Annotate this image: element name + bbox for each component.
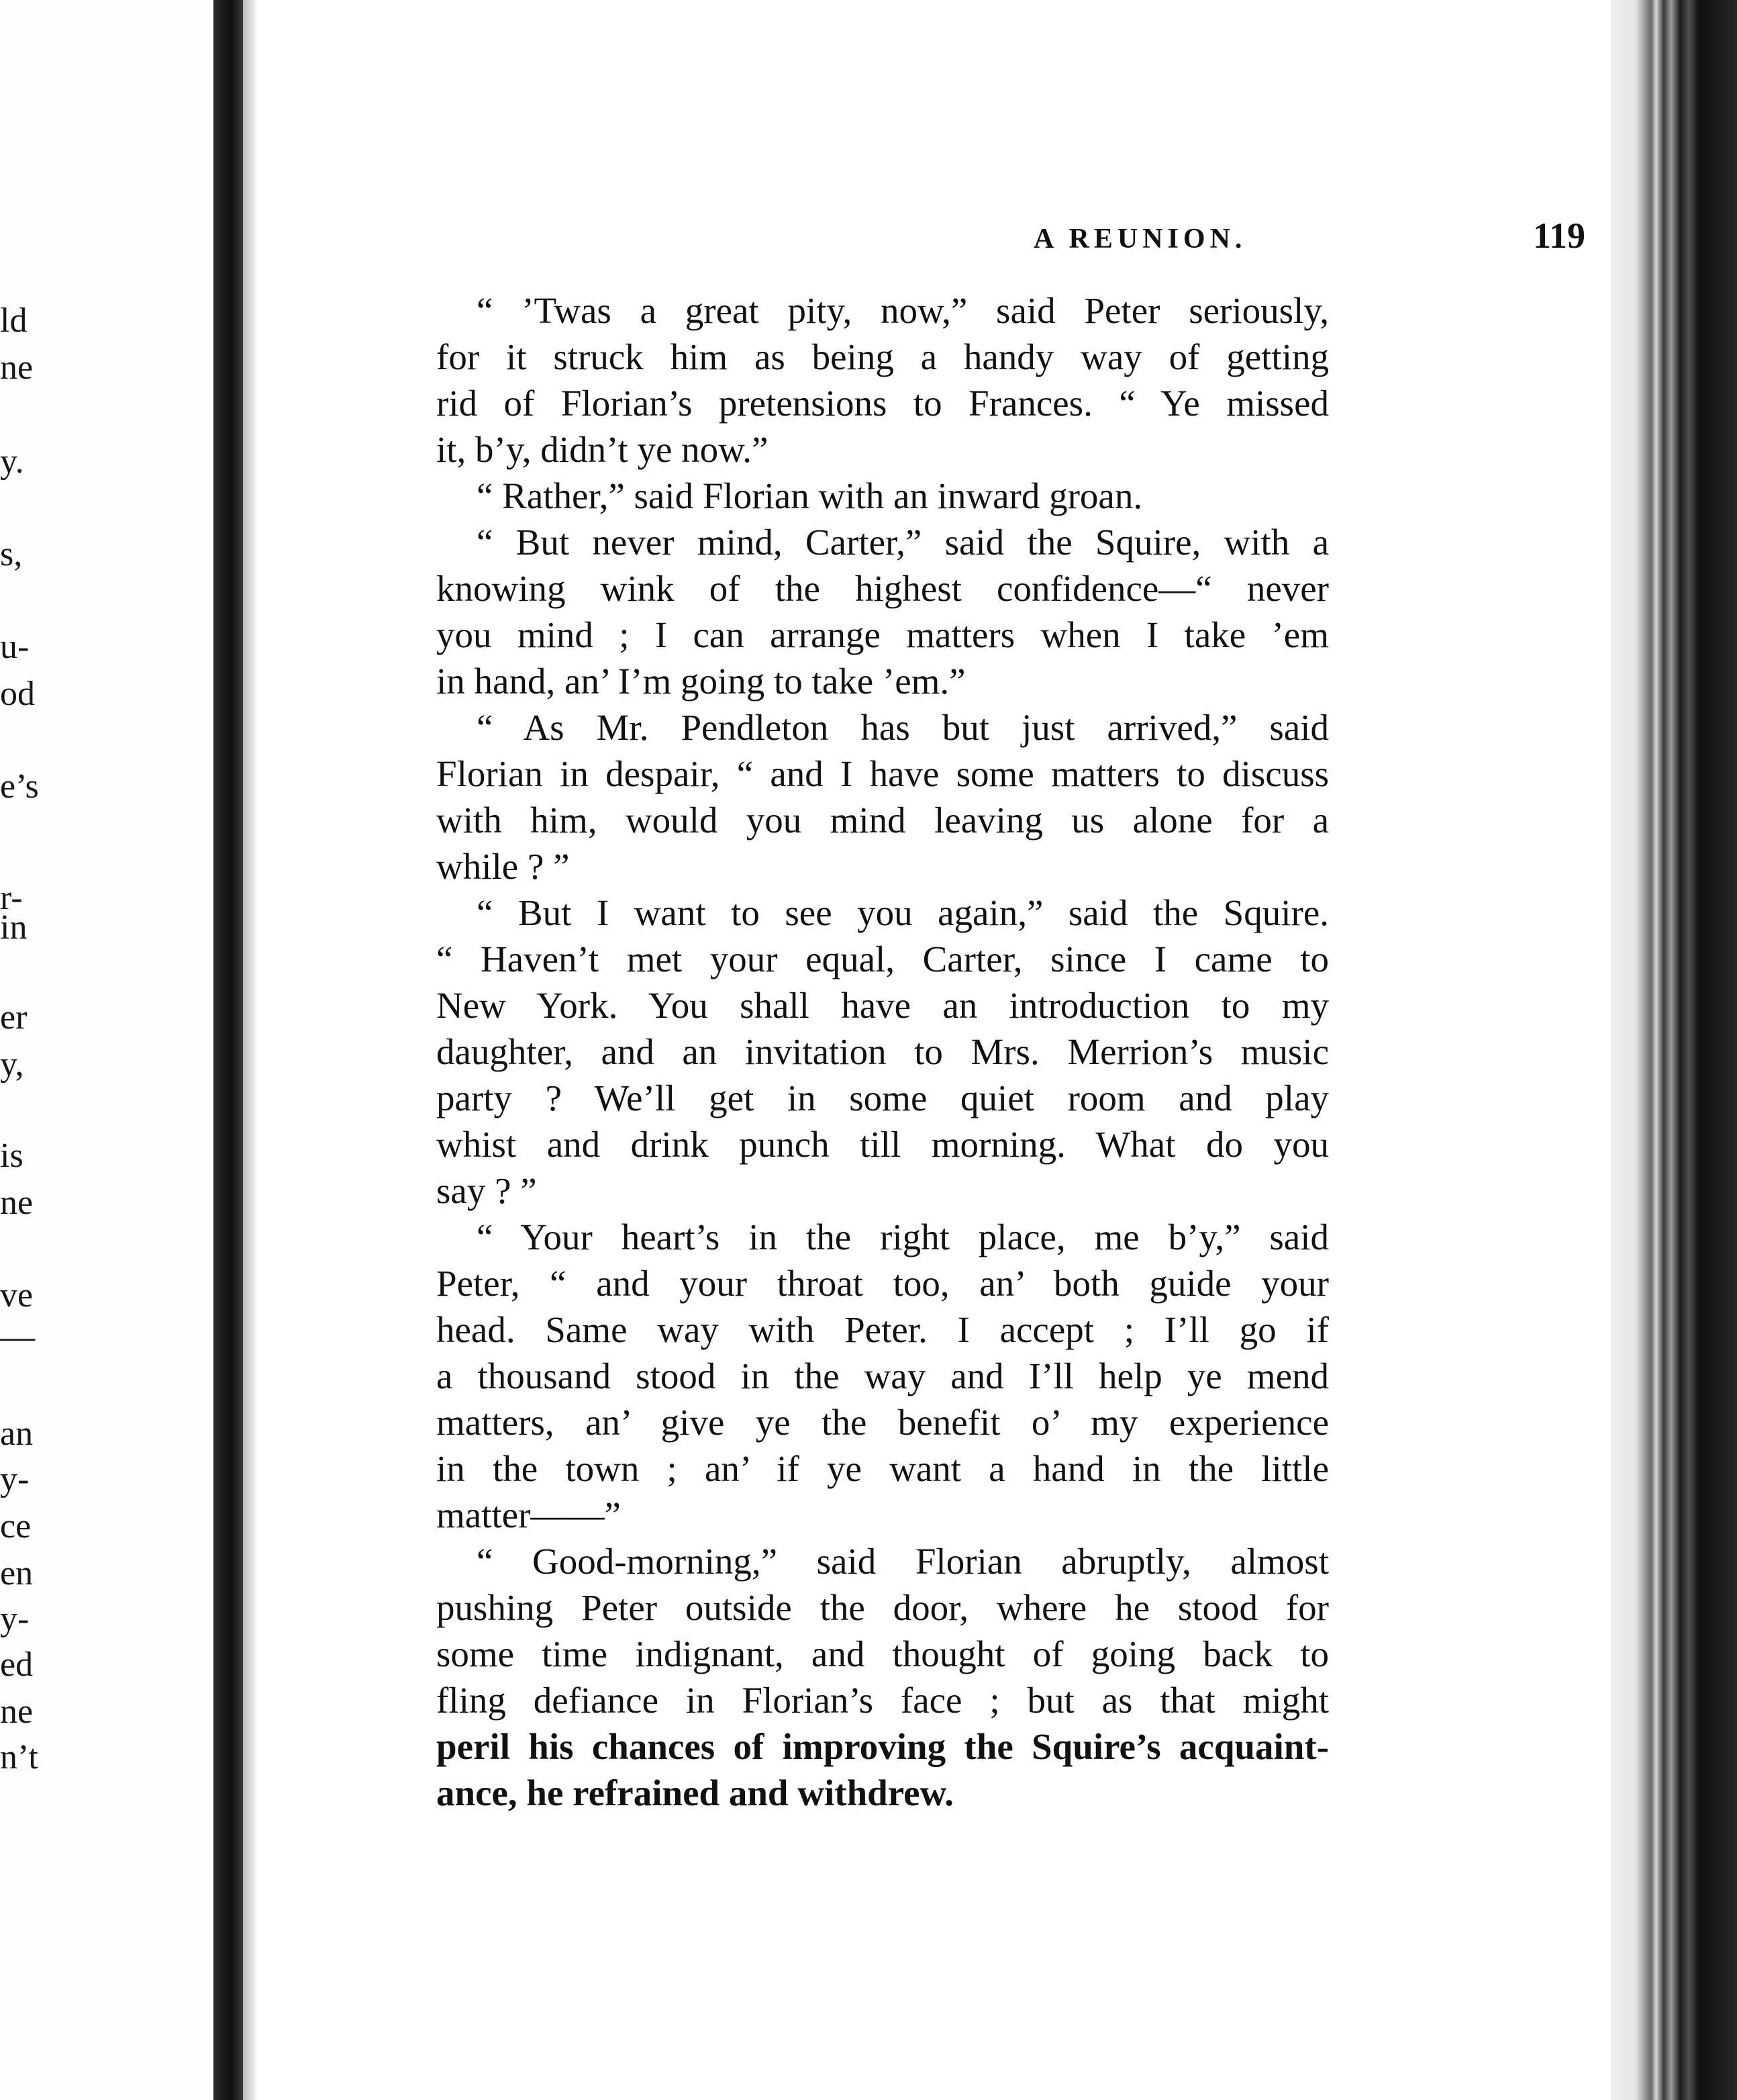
text-line: “ But I want to see you again,” said the Squire. xyxy=(477,892,1329,933)
left-page-fragment: en xyxy=(0,1554,34,1592)
page-number: 119 xyxy=(1532,216,1585,256)
text-line: while ? ” xyxy=(436,846,570,887)
left-page-fragment: ce xyxy=(0,1507,32,1545)
left-page-fragment: — xyxy=(0,1318,35,1356)
text-line: “ ’Twas a great pity, now,” said Peter seriously, xyxy=(477,290,1329,331)
text-line: pushing Peter outside the door, where he stood for xyxy=(436,1587,1329,1628)
text-line: “ Good-morning,” said Florian abruptly, almost xyxy=(477,1541,1329,1582)
book-gutter-highlight xyxy=(243,0,256,2100)
left-page-fragment: y. xyxy=(0,442,24,481)
text-line: “ As Mr. Pendleton has but just arrived,” said xyxy=(477,707,1329,748)
text-line: in hand, an’ I’m going to take ’em.” xyxy=(436,661,966,702)
text-line: ance, he refrained and withdrew. xyxy=(436,1772,954,1813)
text-line: New York. You shall have an introduction to my xyxy=(436,985,1329,1026)
text-line: it, b’y, didn’t ye now.” xyxy=(436,429,768,470)
text-line: rid of Florian’s pretensions to Frances. “ Ye missed xyxy=(436,383,1329,424)
left-page-fragment: ne xyxy=(0,1184,34,1222)
running-title: A REUNION. xyxy=(1034,224,1247,254)
left-page-fragment: s, xyxy=(0,535,23,573)
left-page-fragment: er xyxy=(0,998,28,1037)
text-line: whist and drink punch till morning. What do you xyxy=(436,1124,1329,1165)
left-page-fragment: in xyxy=(0,908,28,947)
text-line: some time indignant, and thought of going back to xyxy=(436,1633,1329,1674)
left-page-fragment: an xyxy=(0,1415,34,1453)
text-line: daughter, and an invitation to Mrs. Merrion’s music xyxy=(436,1031,1329,1072)
text-line: for it struck him as being a handy way of getting xyxy=(436,336,1329,377)
left-page-fragment: n’t xyxy=(0,1738,38,1776)
text-line: a thousand stood in the way and I’ll help ye mend xyxy=(436,1355,1329,1396)
left-page-fragment: ld xyxy=(0,301,28,340)
text-line: matter——” xyxy=(436,1494,621,1535)
left-page-fragment: od xyxy=(0,675,35,713)
text-line: party ? We’ll get in some quiet room and play xyxy=(436,1078,1329,1118)
text-line: knowing wink of the highest confidence—“ never xyxy=(436,568,1329,609)
text-line: peril his chances of improving the Squire’s acquaint- xyxy=(436,1726,1329,1767)
left-page-fragment: ed xyxy=(0,1645,34,1684)
text-line: fling defiance in Florian’s face ; but as that might xyxy=(436,1680,1329,1721)
text-line: in the town ; an’ if ye want a hand in the little xyxy=(436,1448,1329,1489)
left-page-fragment: y- xyxy=(0,1460,30,1498)
left-page-fragment: r- xyxy=(0,879,23,917)
text-line: matters, an’ give ye the benefit o’ my experience xyxy=(436,1402,1329,1443)
running-head xyxy=(780,215,1585,269)
text-line: “ But never mind, Carter,” said the Squire, with a xyxy=(477,522,1329,563)
text-line: with him, would you mind leaving us alone for a xyxy=(436,800,1329,841)
text-line: Florian in despair, “ and I have some matters to discuss xyxy=(436,753,1329,794)
left-page-margin xyxy=(0,0,213,2100)
left-page-fragment: is xyxy=(0,1137,23,1175)
left-page-fragment: y, xyxy=(0,1045,24,1084)
left-page-fragment: u- xyxy=(0,628,30,666)
left-page-fragment: y- xyxy=(0,1600,30,1638)
text-line: “ Your heart’s in the right place, me b’y,” said xyxy=(477,1216,1329,1257)
text-line: Peter, “ and your throat too, an’ both guide your xyxy=(436,1263,1329,1304)
text-line: “ Rather,” said Florian with an inward groan. xyxy=(477,475,1143,516)
left-page-fragment: ne xyxy=(0,348,34,387)
page-edge-stack xyxy=(1611,0,1737,2100)
book-gutter-shadow xyxy=(213,0,243,2100)
left-page-fragment: e’s xyxy=(0,767,39,806)
text-line: head. Same way with Peter. I accept ; I’ll go if xyxy=(436,1309,1329,1350)
text-line: say ? ” xyxy=(436,1170,537,1211)
left-page-fragment: ne xyxy=(0,1692,34,1731)
left-page-fragment: ve xyxy=(0,1276,34,1315)
text-line: you mind ; I can arrange matters when I take ’em xyxy=(436,614,1329,655)
body-text xyxy=(436,287,1329,1816)
text-line: “ Haven’t met your equal, Carter, since I came to xyxy=(436,939,1329,980)
